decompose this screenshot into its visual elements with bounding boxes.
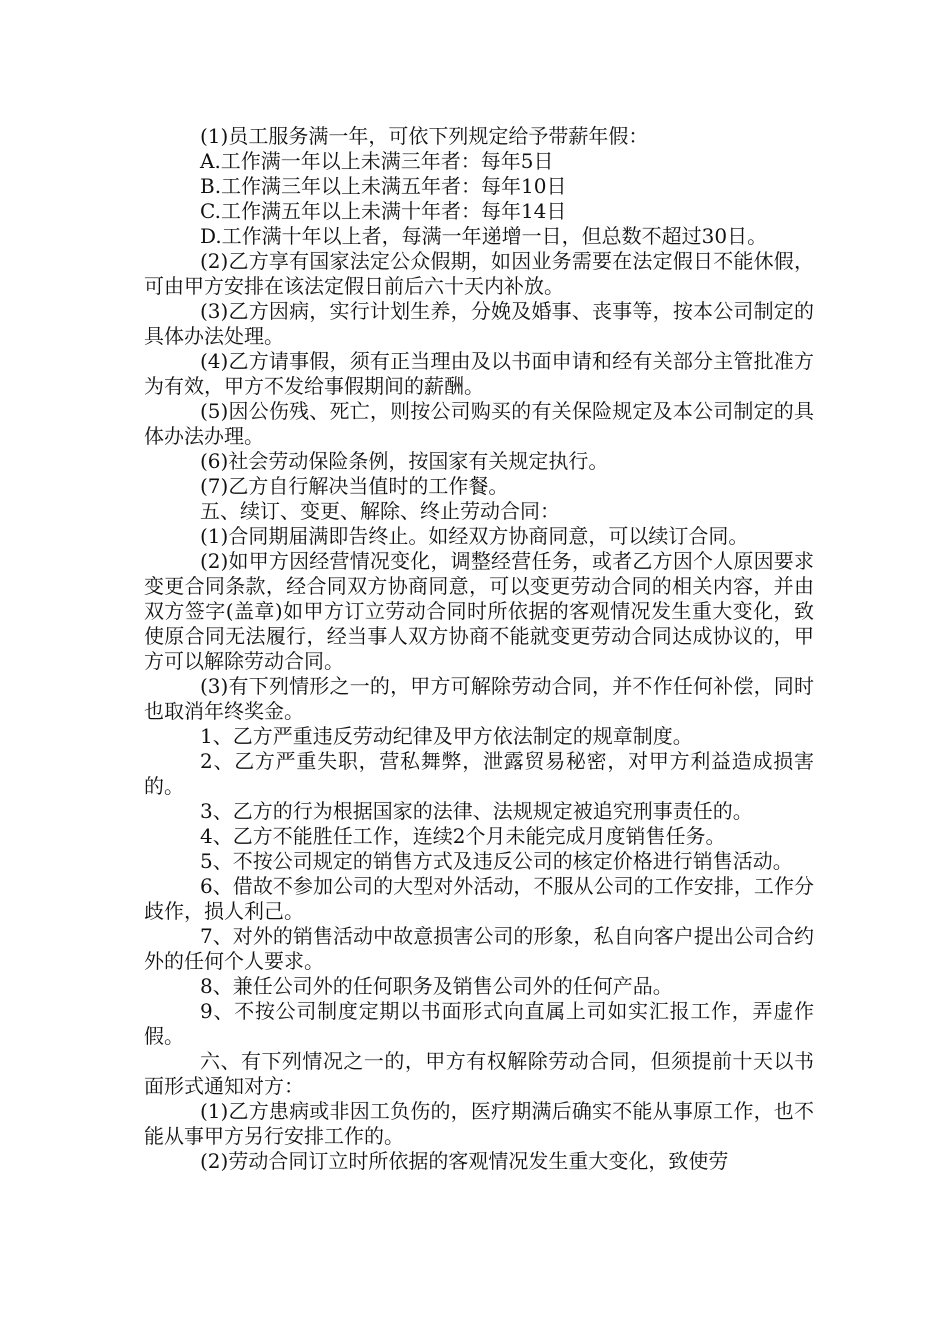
paragraph-10: (6)社会劳动保险条例，按国家有关规定执行。 xyxy=(200,449,609,473)
paragraph-6: (2)乙方享有国家法定公众假期，如因业务需要在法定假日不能休假，可由甲方安排在该法定假日前后六十天内补放。 xyxy=(144,249,814,298)
paragraph-4: C.工作满五年以上未满十年者：每年14日 xyxy=(200,199,567,223)
paragraph-2: A.工作满一年以上未满三年者：每年5日 xyxy=(200,149,554,173)
list-item-1: 1、乙方严重违反劳动纪律及甲方依法制定的规章制度。 xyxy=(200,724,693,748)
list-item-8: 8、兼任公司外的任何职务及销售公司外的任何产品。 xyxy=(200,974,673,998)
paragraph-26: (1)乙方患病或非因工负伤的，医疗期满后确实不能从事原工作，也不能从事甲方另行安排工作的。 xyxy=(144,1099,814,1148)
section-heading-5: 五、续订、变更、解除、终止劳动合同： xyxy=(200,499,560,523)
paragraph-11: (7)乙方自行解决当值时的工作餐。 xyxy=(200,474,509,498)
paragraph-15: (3)有下列情形之一的，甲方可解除劳动合同，并不作任何补偿，同时也取消年终奖金。 xyxy=(144,674,814,723)
paragraph-1: (1)员工服务满一年，可依下列规定给予带薪年假： xyxy=(200,124,649,148)
section-heading-6: 六、有下列情况之一的，甲方有权解除劳动合同，但须提前十天以书面形式通知对方： xyxy=(144,1049,814,1098)
paragraph-9: (5)因公伤残、死亡，则按公司购买的有关保险规定及本公司制定的具体办法办理。 xyxy=(144,399,814,448)
list-item-9: 9、不按公司制度定期以书面形式向直属上司如实汇报工作，弄虚作假。 xyxy=(144,999,814,1048)
paragraph-8: (4)乙方请事假，须有正当理由及以书面申请和经有关部分主管批准方为有效，甲方不发给事假期间的薪酬。 xyxy=(144,349,814,398)
list-item-4: 4、乙方不能胜任工作，连续2个月未能完成月度销售任务。 xyxy=(200,824,726,848)
paragraph-14: (2)如甲方因经营情况变化，调整经营任务，或者乙方因个人原因要求变更合同条款，经合同双方协商同意，可以变更劳动合同的相关内容，并由双方签字(盖章)如甲方订立劳动合同时所依据的客观情况发生重大变化，致使原合同无法履行，经当事人双方协商不能就变更劳动合同达成协议的，甲方可以解除劳动合同。 xyxy=(144,549,814,673)
paragraph-7: (3)乙方因病，实行计划生养，分娩及婚事、丧事等，按本公司制定的具体办法处理。 xyxy=(144,299,814,348)
paragraph-27: (2)劳动合同订立时所依据的客观情况发生重大变化，致使劳 xyxy=(200,1149,729,1173)
list-item-7: 7、对外的销售活动中故意损害公司的形象，私自向客户提出公司合约外的任何个人要求。 xyxy=(144,924,814,973)
paragraph-13: (1)合同期届满即告终止。如经双方协商同意，可以续订合同。 xyxy=(200,524,749,548)
document-body xyxy=(144,124,814,1174)
list-item-2: 2、乙方严重失职，营私舞弊，泄露贸易秘密，对甲方利益造成损害的。 xyxy=(144,749,814,798)
paragraph-3: B.工作满三年以上未满五年者：每年10日 xyxy=(200,174,567,198)
list-item-5: 5、不按公司规定的销售方式及违反公司的核定价格进行销售活动。 xyxy=(200,849,793,873)
list-item-6: 6、借故不参加公司的大型对外活动，不服从公司的工作安排，工作分歧作，损人利己。 xyxy=(144,874,814,923)
list-item-3: 3、乙方的行为根据国家的法律、法规规定被追究刑事责任的。 xyxy=(200,799,753,823)
paragraph-5: D.工作满十年以上者，每满一年递增一日，但总数不超过30日。 xyxy=(200,224,768,248)
